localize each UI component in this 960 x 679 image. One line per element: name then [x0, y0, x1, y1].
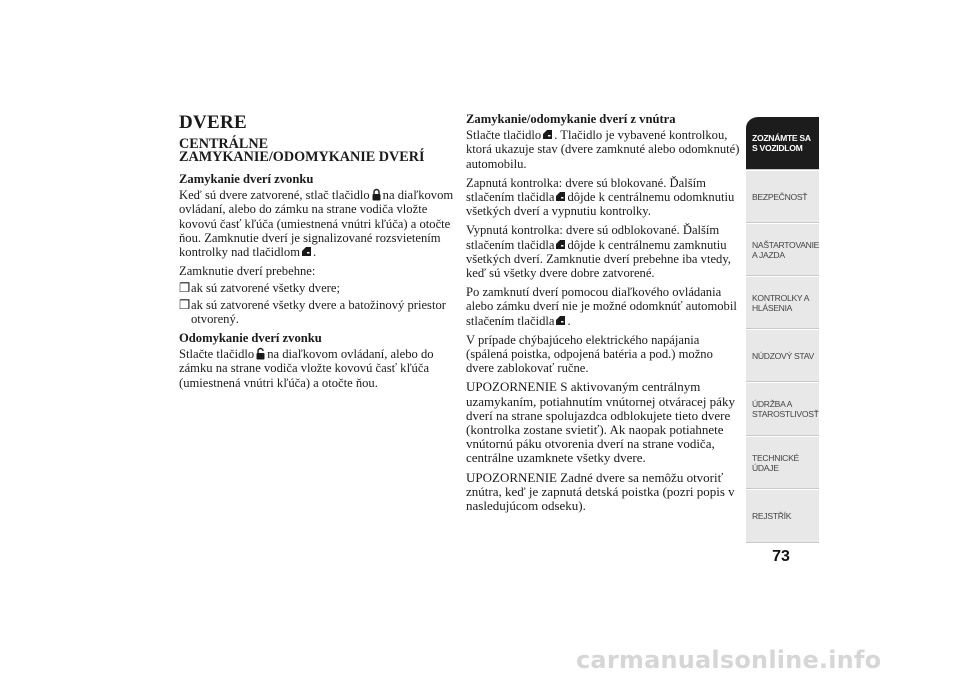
tab-nudzovy-stav[interactable]: NÚDZOVÝ STAV: [746, 329, 819, 382]
page-number: 73: [772, 548, 790, 565]
inside-text-2: Zapnutá kontrolka: dvere sú blokované. Ďalším stlačením tlačidla dôjde k centrálnemu odomknutiu všetkých dverí a vypnutiu kontrolky.: [466, 175, 735, 219]
padlock-open-icon: [255, 347, 266, 360]
checkbox-bullet-icon: ❒: [179, 297, 191, 312]
lock-outside-heading: Zamykanie dverí zvonku: [179, 172, 314, 186]
lock-outside-text: Keď sú dvere zatvorené, stlač tlačidlo na diaľkovom ovládaní, alebo do zámku na strane vodiča vložte kovovú časť kľúča (umiestnená vnútri kľúča) a otočte ňou. Zamknutie dverí je signalizované rozsvietením kontrolky nad tlačidlom .: [179, 188, 454, 260]
watermark: carmanualsonline.info: [576, 646, 882, 674]
list-item: ❒ak sú zatvorené všetky dvere;: [179, 281, 340, 296]
unlock-outside-text: Stlačte tlačidlo na diaľkovom ovládaní, alebo do zámku na strane vodiča vložte kovovú časť kľúča (umiestnená vnútri kľúča) a otočte ňou.: [179, 347, 434, 390]
section-subtitle: CENTRÁLNE ZAMYKANIE/ODOMYKANIE DVERÍ: [179, 136, 425, 165]
tab-udrzba[interactable]: ÚDRŽBA A STAROSTLIVOSŤ: [746, 382, 819, 436]
inside-heading: Zamykanie/odomykanie dverí z vnútra: [466, 112, 676, 126]
tab-bezpecnost[interactable]: BEZPEČNOSŤ: [746, 170, 819, 223]
inside-text-3: Vypnutá kontrolka: dvere sú odblokované. Ďalším stlačením tlačidla dôjde k centrálnemu zamknutiu všetkých dverí. Zamknutie dverí prebehne iba vtedy, keď sú všetky dvere dobre zatvorené.: [466, 223, 731, 281]
car-door-lock-icon: [555, 190, 566, 203]
checkbox-bullet-icon: ❒: [179, 281, 191, 296]
padlock-icon: [371, 188, 382, 201]
warning-1: UPOZORNENIE S aktivovaným centrálnym uzamykaním, potiahnutím vnútornej otváracej páky dverí na strane spolujazdca odblokujete tieto dvere (kontrolka zostane svietiť). Ak naopak potiahnete vnútornú páku otvorenia dverí na strane vodiča, centrálne uzamknete všetky dvere.: [466, 379, 735, 466]
car-door-lock-icon: [301, 245, 312, 258]
car-door-lock-icon: [555, 238, 566, 251]
section-title: DVERE: [179, 112, 248, 133]
inside-text-1: Stlačte tlačidlo . Tlačidlo je vybavené kontrolkou, ktorá ukazuje stav (dvere zamknuté alebo odomknuté) automobilu.: [466, 128, 740, 171]
unlock-outside-heading: Odomykanie dverí zvonku: [179, 331, 322, 346]
inside-text-4: Po zamknutí dverí pomocou diaľkového ovládania alebo zámku dverí nie je možné odomknúť automobil stlačením tlačidla .: [466, 285, 737, 328]
inside-text-5: V prípade chýbajúceho elektrického napájania (spálená poistka, odpojená batéria a pod.) možno dvere zablokovať ručne.: [466, 332, 713, 376]
tab-nastartovanie[interactable]: NAŠTARTOVANIE A JAZDA: [746, 223, 819, 276]
right-column: [466, 112, 742, 518]
car-door-lock-icon: [542, 128, 553, 141]
list-item: ❒ak sú zatvorené všetky dvere a batožinový priestor otvorený.: [179, 297, 446, 326]
car-door-lock-icon: [555, 314, 566, 327]
tab-zoznamte-sa[interactable]: ZOZNÁMTE SA S VOZIDLOM: [746, 116, 819, 170]
tab-technicke-udaje[interactable]: TECHNICKÉ ÚDAJE: [746, 436, 819, 489]
tab-rejstrik[interactable]: REJSTŘÍK: [746, 489, 819, 543]
tab-kontrolky[interactable]: KONTROLKY A HLÁSENIA: [746, 276, 819, 329]
chapter-tabs: [746, 116, 819, 543]
left-column: [179, 112, 455, 395]
warning-2: UPOZORNENIE Zadné dvere sa nemôžu otvoriť znútra, keď je zapnutá detská poistka (pozri popis v nasledujúcom odseku).: [466, 469, 735, 514]
condition-intro: Zamknutie dverí prebehne:: [179, 264, 316, 279]
